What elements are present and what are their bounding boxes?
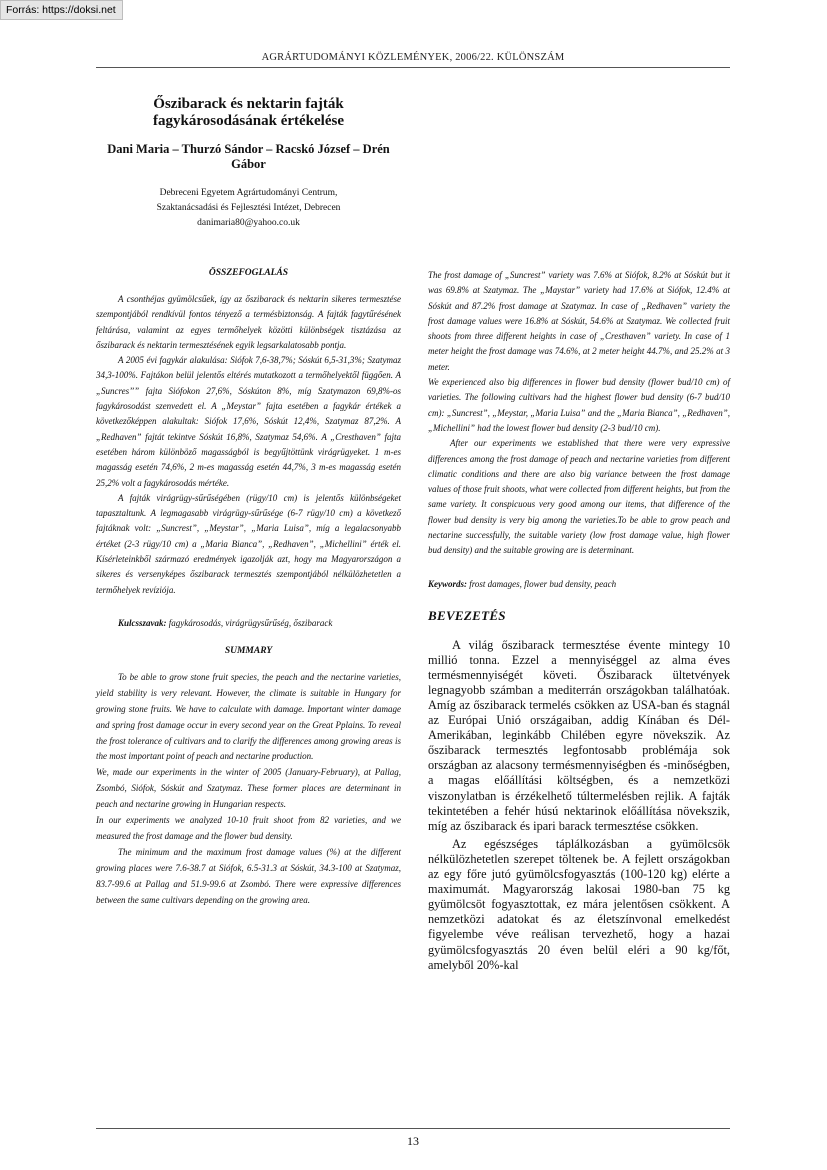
summary-continued-paragraph: After our experiments we established that there were very expressive differences among the frost damage of peach and nectarine varieties from different climatic conditions and there are also big variance between the frost damage values of those fruit shoots, what were collected from different heights, but from the same variety. It conspicuous very good among our items, that difference of the flower bud density is very big among the varieties.To be able to grow peach and nectarine successfully, the suitable variety (low frost damage value, high flower bud density) and the suitable growing are is determinant. (428, 438, 730, 556)
keywords-en-text: frost damages, flower bud density, peach (467, 578, 617, 589)
paper-authors: Dani Maria – Thurzó Sándor – Racskó József – Drén Gábor (107, 142, 390, 171)
left-column (96, 96, 401, 909)
abstract-hu (96, 292, 401, 598)
abstract-hu-paragraph: A 2005 évi fagykár alakulása: Siófok 7,6-38,7%; Sóskút 6,5-31,3%; Szatymaz 34,3-100%. Fajtákon belül jelentős eltérés mutatkozott a termőhelyektől függően. A „Suncres’’” fajta Siófokon 27,6%, Sóskúton 8%, míg Szatymazon 69,8%-os fagykárosodást szenvedett el. A „Meystar” fajta esetében a fagykár értékek a következőképpen alakultak: Siófok 17,6%, Sóskút 12,4%, Szatymaz 87,2%. A „Redhaven” fajtát tekintve Sóskút 16,8%, Szatymaz 54,6%. A „Cresthaven” fajta esetében három különböző magasságból is begyűjtöttünk virágrügyeket. 1 m-es magasság esetén 74,6%, 2 m-es magasság esetén 44,7%, 3 m-es magasság esetén 25,2% volt a fagykárosodás mértéke. (96, 355, 401, 488)
summary-paragraph: To be able to grow stone fruit species, the peach and the nectarine varieties, yield stability is very relevant. However, the climate is suitable in Hungary for growing stone fruits. We have to calculate with damage. Important winter damage and spring frost damage occur in every second year on the Great Pplains. To reveal the frost tolerance of cultivars and to clarify the differences among growing areas is the most important point of peach and nectarine production. (96, 671, 401, 762)
summary-en (96, 670, 401, 909)
intro-body (428, 638, 730, 973)
summary-paragraph: In our experiments we analyzed 10-10 fruit shoot from 82 varieties, and we measured the frost damage and the flower bud density. (96, 815, 401, 841)
abstract-hu-paragraph: A fajták virágrügy-sűrűségében (rügy/10 cm) is jelentős különbségeket tapasztaltunk. A legmagasabb virágrügy-sűrűsége (6-7 rügy/10 cm) a következő fajtáknak volt: „Suncrest”, „Meystar”, „Maria Luisa”, míg a legalacsonyabb értéket (2-3 rügy/10 cm) a „Maria Bianca”, „Redhaven”, „Michellini” érték el. Kísérleteinkből származó eredmények igazolják azt, hogy ma Magyarországon a sikeres és versenyképes őszibarack termesztés szempontjából nélkülözhetetlen a termőhelyek revíziója. (96, 492, 401, 595)
page-number: 13 (407, 1134, 419, 1148)
affiliation-email: danimaria80@yahoo.co.uk (197, 218, 300, 228)
paper-title: Őszibarack és nektarin fajták fagykárosodásának értékelése (153, 96, 344, 129)
summary-continued (428, 268, 730, 559)
keywords-hu-text: fagykárosodás, virágrügysűrűség, őszibarack (166, 617, 333, 628)
header-rule (96, 67, 730, 68)
footer-rule (96, 1128, 730, 1129)
intro-heading: BEVEZETÉS (428, 607, 506, 623)
right-column (428, 268, 730, 973)
affiliation-line-2: Szaktanácsadási és Fejlesztési Intézet, Debrecen (156, 203, 341, 213)
source-tag: Forrás: https://doksi.net (0, 0, 123, 20)
keywords-en-label: Keywords: (428, 578, 467, 589)
journal-header: AGRÁRTUDOMÁNYI KÖZLEMÉNYEK, 2006/22. KÜLÖNSZÁM (261, 52, 565, 63)
summary-paragraph: The minimum and the maximum frost damage values (%) at the different growing places were 7.6-38.7 at Siófok, 6.5-31.3 at Sóskút, 34.3-100 at Szatymaz, 83.7-99.6 at Pallag and 51.9-99.6 at Zsombó. There were expressive differences between the same cultivars depending on the growing area. (96, 846, 401, 905)
affiliation-line-1: Debreceni Egyetem Agrártudományi Centrum, (159, 188, 338, 198)
summary-continued-paragraph: We experienced also big differences in flower bud density (flower bud/10 cm) of varieties. The following cultivars had the highest flower bud density (6-7 bud/10 cm): „Suncrest”, „Meystar, „Maria Luisa” and the „Maria Bianca”, „Redhaven”, „Michellini” had the lowest flower bud density (2-3 bud/10 cm). (428, 377, 730, 433)
keywords-hu-label: Kulcsszavak: (118, 617, 167, 628)
abstract-hu-paragraph: A csonthéjas gyümölcsűek, így az őszibarack és nektarin sikeres termesztése szempontjából rendkívül fontos tényező a termésbiztonság. A fajták fagytűrésének feltárása, valamint az egyes termőhelyek közötti különbségek tisztázása az őszibarack és nektarin termesztésének egyik legsarkalatosabb pontja. (96, 294, 401, 350)
intro-paragraph: A világ őszibarack termesztése évente mintegy 10 millió tonna. Ezzel a mennyiséggel az alma éves termésmennyiségét követi. Őszibarack ültetvények legnagyobb számban a mediterrán országokban találhatóak. Amíg az őszibarack termelés csökken az USA-ban és stagnál az Európai Unió országaiban, addig Kínában és Dél-Amerikában, leginkább Chilében egyre növekszik. Az őszibarack termesztés legfontosabb problémája sok országban az alacsony termésmennyiségben és -minőségben, a magas előállítási költségben, és a nemzetközi viszonylatban is érzékelhető túltermelésben rejlik. A fajták tekintetében a fehér húsú nektarinok előállítása növekszik, míg az őszibarack és ipari barack termesztése csökken. (428, 637, 730, 833)
intro-paragraph: Az egészséges táplálkozásban a gyümölcsök nélkülözhetetlen szerepet töltenek be. A fejlett országokban az egy főre jutó gyümölcsfogyasztás (100-120 kg) elérte a maximumát. Magyarország lakosai 1980-ban 75 kg gyümölcsöt fogyasztottak, ez mára jelentősen csökkent. A nemzetközi adatokat és az életszínvonal emelkedést figyelembe véve reálisan tervezhető, hogy a hazai gyümölcsfogyasztás 20 éven belül eléri a 90 kg/főt, amelyből 20%-kal (428, 836, 730, 972)
summary-paragraph: We, made our experiments in the winter of 2005 (January-February), at Pallag, Zsombó, Siófok, Sóskút and Szatymaz. These former places are determinant in peach and nectarine growing in Hungarian respects. (96, 767, 401, 810)
keywords-hu (96, 616, 401, 630)
keywords-en (428, 579, 730, 589)
affiliation (96, 186, 401, 231)
summary-continued-paragraph: The frost damage of „Suncrest” variety was 7.6% at Siófok, 8.2% at Sóskút but it was 69.8% at Szatymaz. The „Maystar” variety had 17.6% at Siófok, 12.4% at Sóskút and 87.2% frost damage at Szatymaz. In case of „Redhaven” variety the frost damage values were 16.8% at Sóskút, 54.6% at Szatymaz. We collected fruit shoots from three different heights in case of „Cresthaven” variety. In case of 1 meter height the frost damage was 74.6%, at 2 meter height 44.7%, and 25.2% at 3 meter. (428, 270, 730, 372)
summary-heading: SUMMARY (224, 645, 273, 656)
abstract-hu-heading: ÖSSZEFOGLALÁS (208, 268, 289, 278)
